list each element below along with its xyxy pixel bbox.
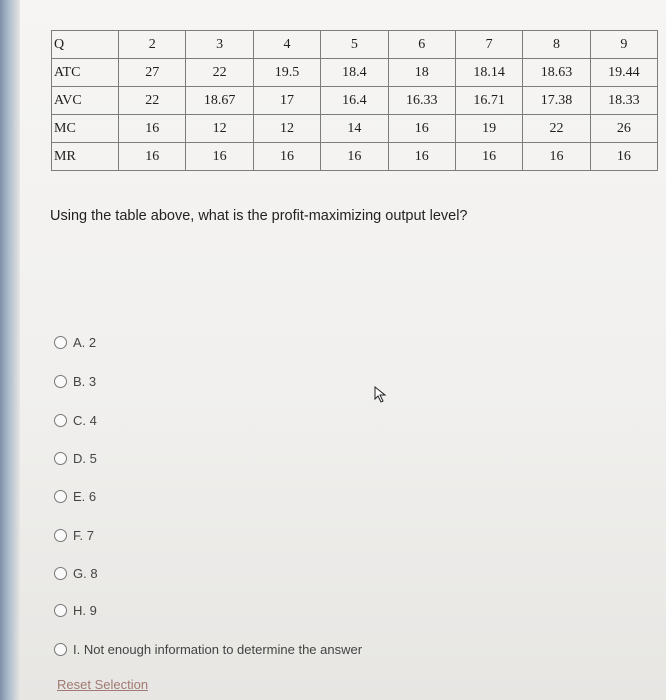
radio-button-icon[interactable] [54, 643, 67, 656]
radio-button-icon[interactable] [54, 529, 67, 542]
table-cell: 16.4 [321, 87, 388, 115]
row-label: ATC [52, 59, 119, 87]
table-cell: 18.63 [523, 59, 590, 87]
table-cell: 12 [253, 115, 320, 143]
table-cell: 5 [321, 31, 388, 59]
option-i[interactable] [54, 642, 362, 657]
row-label: MC [52, 115, 119, 143]
table-cell: 16 [523, 143, 590, 171]
option-label: C. 4 [73, 413, 97, 428]
table-cell: 12 [186, 115, 253, 143]
row-label: MR [52, 143, 119, 171]
table-cell: 22 [523, 115, 590, 143]
table-row [52, 87, 658, 115]
option-f[interactable] [54, 528, 94, 543]
row-label: Q [52, 31, 119, 59]
table-cell: 16 [186, 143, 253, 171]
table-cell: 7 [455, 31, 522, 59]
table-cell: 16 [388, 115, 455, 143]
table-cell: 22 [186, 59, 253, 87]
table-cell: 18.14 [455, 59, 522, 87]
table-cell: 9 [590, 31, 657, 59]
table-row [52, 115, 658, 143]
table-cell: 18.33 [590, 87, 657, 115]
radio-button-icon[interactable] [54, 604, 67, 617]
radio-button-icon[interactable] [54, 414, 67, 427]
mouse-pointer-icon [374, 386, 388, 404]
table-cell: 22 [119, 87, 186, 115]
table-cell: 19.44 [590, 59, 657, 87]
table-cell: 16 [590, 143, 657, 171]
table-row [52, 59, 658, 87]
option-label: G. 8 [73, 566, 98, 581]
table-cell: 17 [253, 87, 320, 115]
option-d[interactable] [54, 451, 97, 466]
option-a[interactable] [54, 335, 96, 350]
table-cell: 2 [119, 31, 186, 59]
table-cell: 16.71 [455, 87, 522, 115]
table-cell: 18.4 [321, 59, 388, 87]
table-cell: 16 [119, 115, 186, 143]
table-cell: 14 [321, 115, 388, 143]
row-label: AVC [52, 87, 119, 115]
table-cell: 3 [186, 31, 253, 59]
option-h[interactable] [54, 603, 97, 618]
radio-button-icon[interactable] [54, 490, 67, 503]
radio-button-icon[interactable] [54, 567, 67, 580]
option-g[interactable] [54, 566, 98, 581]
option-label: H. 9 [73, 603, 97, 618]
question-text: Using the table above, what is the profit-maximizing output level? [50, 208, 468, 224]
radio-button-icon[interactable] [54, 375, 67, 388]
table-cell: 16 [455, 143, 522, 171]
table-cell: 27 [119, 59, 186, 87]
table-cell: 17.38 [523, 87, 590, 115]
table-cell: 16.33 [388, 87, 455, 115]
radio-button-icon[interactable] [54, 336, 67, 349]
table-cell: 4 [253, 31, 320, 59]
reset-selection-link[interactable]: Reset Selection [57, 677, 149, 692]
option-label: I. Not enough information to determine the answer [73, 642, 363, 657]
table-cell: 16 [119, 143, 186, 171]
table-row [52, 143, 658, 171]
table-cell: 18.67 [186, 87, 253, 115]
option-c[interactable] [54, 413, 97, 428]
table-cell: 16 [388, 143, 455, 171]
table-cell: 19.5 [253, 59, 320, 87]
option-e[interactable] [54, 489, 96, 504]
table-cell: 16 [253, 143, 320, 171]
table-cell: 26 [590, 115, 657, 143]
option-label: A. 2 [73, 335, 97, 350]
option-label: B. 3 [73, 374, 97, 389]
table-cell: 19 [455, 115, 522, 143]
table-cell: 6 [388, 31, 455, 59]
table-cell: 8 [523, 31, 590, 59]
table-cell: 16 [321, 143, 388, 171]
option-label: D. 5 [73, 451, 97, 466]
option-label: F. 7 [73, 528, 94, 543]
radio-button-icon[interactable] [54, 452, 67, 465]
cost-table [51, 30, 658, 171]
option-b[interactable] [54, 374, 96, 389]
table-cell: 18 [388, 59, 455, 87]
left-edge-strip [0, 0, 20, 700]
table-row [52, 31, 658, 59]
option-label: E. 6 [73, 489, 97, 504]
